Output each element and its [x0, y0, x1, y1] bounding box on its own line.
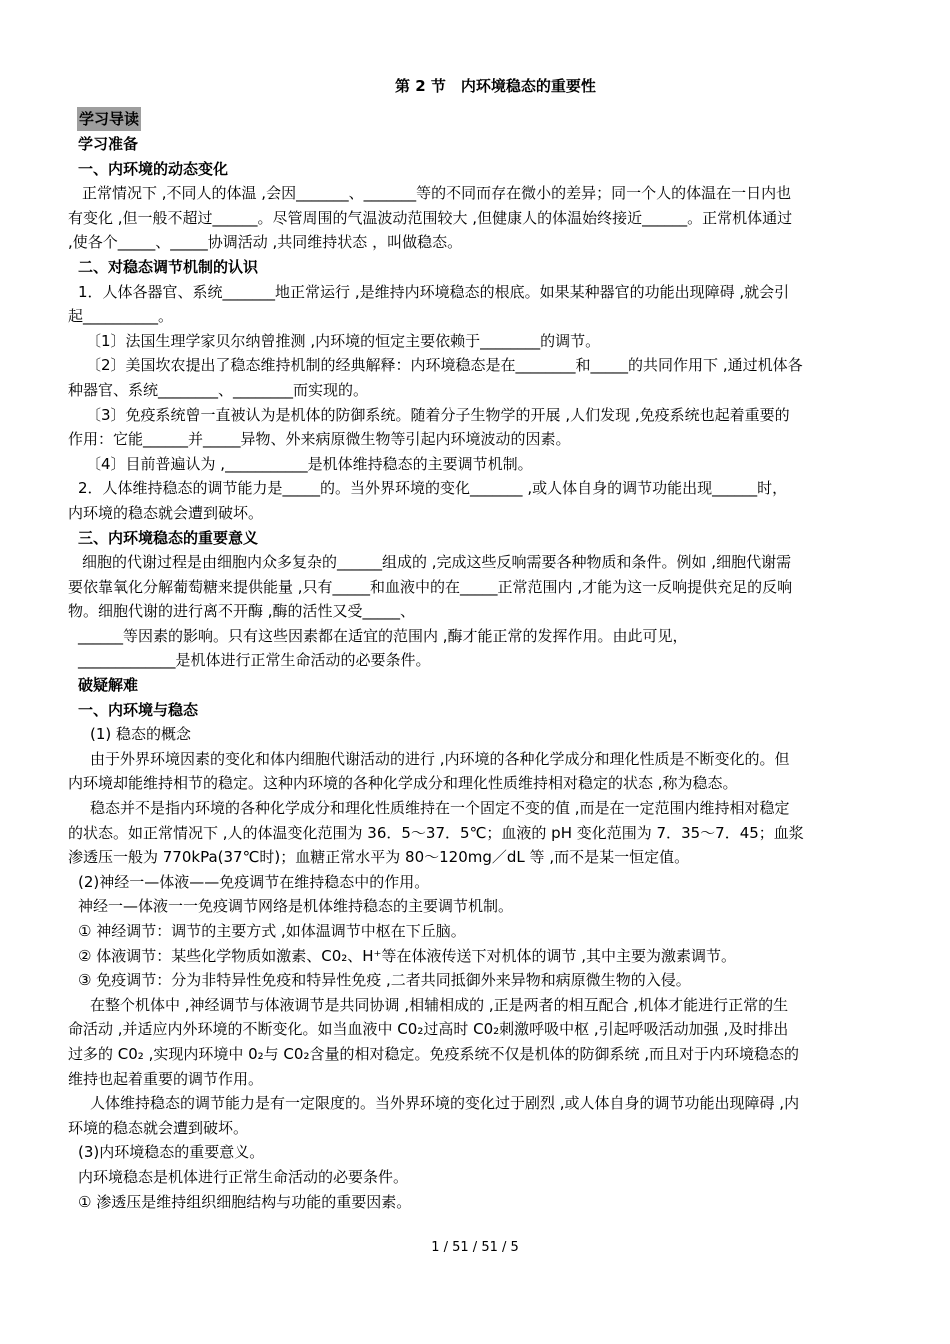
paragraph-line: 1．人体各器官、系统_______地正常运行 ,是维持内环境稳态的根底。如果某种器官的功能出现障碍 ,就会引 [78, 282, 790, 301]
list-item: ③ 免疫调节：分为非特异性免疫和特异性免疫 ,二者共同抵御外来异物和病原微生物的入侵。 [78, 971, 691, 990]
heading-troubleshoot: 破疑解难 [78, 676, 139, 695]
paragraph-line: 环境的稳态就会遭到破坏。 [68, 1118, 249, 1137]
paragraph-line: 要依靠氧化分解葡萄糖来提供能量 ,只有_____和血液中的在_____正常范围内 ,才能为这一反响提供充足的反响 [68, 577, 793, 596]
list-item: ② 体液调节：某些化学物质如激素、C0₂、H⁺等在体液传送下对机体的调节 ,其中主要为激素调节。 [78, 946, 736, 965]
document-content [68, 74, 883, 1214]
paragraph-line: ,使各个_____、_____协调活动 ,共同维持状态 ，叫做稳态。 [68, 233, 463, 252]
heading-2: 二、对稳态调节机制的认识 [78, 257, 259, 276]
paragraph-line: 内环境的稳态就会遭到破坏。 [68, 503, 264, 522]
paragraph-line: _____________是机体进行正常生命活动的必要条件。 [78, 651, 431, 670]
paragraph-line: 种器官、系统________、________而实现的。 [68, 380, 369, 399]
subheading: (3)内环境稳态的重要意义。 [78, 1143, 265, 1162]
heading-1b: 一、内环境与稳态 [78, 700, 199, 719]
paragraph-line: ______等因素的影响。只有这些因素都在适宜的范围内 ,酶才能正常的发挥作用。由此可见， [78, 626, 688, 645]
page-footer: 1 / 51 / 51 / 5 [431, 1240, 519, 1255]
paragraph-line: 由于外界环境因素的变化和体内细胞代谢活动的进行 ,内环境的各种化学成分和理化性质是不断变化的。但 [90, 749, 790, 768]
heading-3: 三、内环境稳态的重要意义 [78, 528, 259, 547]
subheading: (1) 稳态的概念 [90, 725, 192, 744]
paragraph-line: 的状态。如正常情况下 ,人的体温变化范围为 36．5～37．5℃；血液的 pH 变化范围为 7．35～7．45；血浆 [68, 823, 804, 842]
paragraph-line: 过多的 C0₂ ,实现内环境中 0₂与 C0₂含量的相对稳定。免疫系统不仅是机体的防御系统 ,而且对于内环境稳态的 [68, 1044, 799, 1063]
subheading: (2)神经一—体液——免疫调节在维持稳态中的作用。 [78, 872, 430, 891]
paragraph-line: 作用：它能______并_____异物、外来病原微生物等引起内环境波动的因素。 [68, 430, 571, 449]
paragraph-line: 维持也起着重要的调节作用。 [68, 1069, 264, 1088]
paragraph-line: 内环境却能维持相节的稳定。这种内环境的各种化学成分和理化性质维持相对稳定的状态 ,称为稳态。 [68, 774, 738, 793]
paragraph-line: 〔3〕免疫系统曾一直被认为是机体的防御系统。随着分子生物学的开展 ,人们发现 ,免疫系统也起着重要的 [86, 405, 790, 424]
paragraph-line: 物。细胞代谢的进行离不开酶 ,酶的活性又受_____、 [68, 602, 416, 621]
paragraph-line: 人体维持稳态的调节能力是有一定限度的。当外界环境的变化过于剧烈 ,或人体自身的调节功能出现障碍 ,内 [90, 1094, 800, 1113]
paragraph-line: 起__________。 [68, 307, 174, 326]
paragraph-line: 神经一—体液一一免疫调节网络是机体维持稳态的主要调节机制。 [78, 897, 514, 916]
paragraph-line: 〔2〕美国坎农提出了稳态维持机制的经典解释：内环境稳态是在________和_____的共同作用下 ,通过机体各 [86, 356, 803, 375]
paragraph-line: 2．人体维持稳态的调节能力是_____的。当外界环境的变化_______ ,或人体自身的调节功能出现______时， [78, 479, 788, 498]
paragraph-line: 在整个机体中 ,神经调节与体液调节是共同协调 ,相辅相成的 ,正是两者的相互配合 ,机体才能进行正常的生 [90, 995, 789, 1014]
paragraph-line: 正常情况下 ,不同人的体温 ,会因_______、_______等的不同而存在微小的差异；同一个人的体温在一日内也 [82, 184, 792, 203]
paragraph-line: 稳态并不是指内环境的各种化学成分和理化性质维持在一个固定不变的值 ,而是在一定范围内维持相对稳定 [90, 799, 790, 818]
paragraph-line: 命活动 ,并适应内外环境的不断变化。如当血液中 C0₂过高时 C0₂刺激呼吸中枢 ,引起呼吸活动加强 ,及时排出 [68, 1020, 789, 1039]
heading-study-prep: 学习准备 [78, 135, 139, 153]
heading-1: 一、内环境的动态变化 [78, 159, 229, 178]
paragraph-line: 〔4〕目前普遍认为 ,___________是机体维持稳态的主要调节机制。 [86, 454, 533, 473]
paragraph-line: 内环境稳态是机体进行正常生命活动的必要条件。 [78, 1167, 409, 1186]
section-label-highlight: 学习导读 [77, 107, 141, 131]
paragraph-line: 细胞的代谢过程是由细胞内众多复杂的______组成的 ,完成这些反响需要各种物质和条件。例如 ,细胞代谢需 [82, 553, 792, 572]
paragraph-line: 有变化 ,但一般不超过______。尽管周围的气温波动范围较大 ,但健康人的体温始终接近______。正常机体通过 [68, 208, 793, 227]
list-item: ① 神经调节：调节的主要方式 ,如体温调节中枢在下丘脑。 [78, 922, 466, 940]
list-item: ① 渗透压是维持组织细胞结构与功能的重要因素。 [78, 1192, 412, 1211]
paragraph-line: 渗透压一般为 770kPa(37℃时)；血糖正常水平为 80～120mg／dL 等 ,而不是某一恒定值。 [68, 848, 690, 867]
paragraph-line: 〔1〕法国生理学家贝尔纳曾推测 ,内环境的恒定主要依赖于________的调节。 [86, 331, 601, 350]
page-title: 第 2 节 内环境稳态的重要性 [395, 77, 596, 95]
